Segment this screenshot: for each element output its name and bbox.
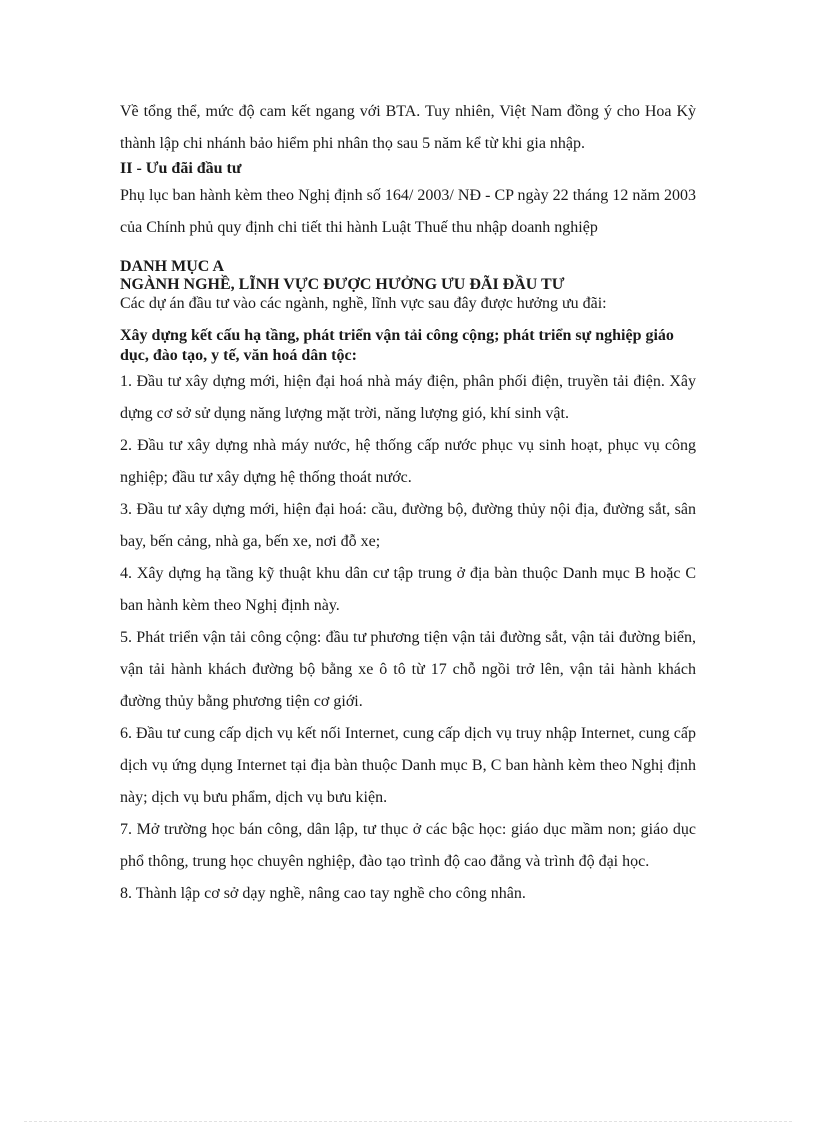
law-reference-paragraph: Phụ lục ban hành kèm theo Nghị định số 164/ 2003/ NĐ - CP ngày 22 tháng 12 năm 2003 của Chính phủ quy định chi tiết thi hành Luật Thuế thu nhập doanh nghiệp <box>120 187 696 236</box>
section-heading: II - Ưu đãi đầu tư <box>120 160 242 177</box>
list-item: 1. Đầu tư xây dựng mới, hiện đại hoá nhà máy điện, phân phối điện, truyền tải điện. Xây dựng cơ sở sử dụng năng lượng mặt trời, năng lượng gió, khí sinh vật. <box>120 373 696 422</box>
document-page <box>120 96 696 910</box>
group-heading: Xây dựng kết cấu hạ tầng, phát triển vận tải công cộng; phát triển sự nghiệp giáo dục, đào tạo, y tế, văn hoá dân tộc: <box>120 327 674 364</box>
list-item: 5. Phát triển vận tải công cộng: đầu tư phương tiện vận tải đường sắt, vận tải đường biển, vận tải hành khách đường bộ bằng xe ô tô từ 17 chỗ ngồi trở lên, vận tải hành khách đường thủy bằng phương tiện cơ giới. <box>120 629 696 710</box>
category-subtitle: NGÀNH NGHỀ, LĨNH VỰC ĐƯỢC HƯỞNG ƯU ĐÃI ĐẦU TƯ <box>120 276 565 293</box>
list-item: 6. Đầu tư cung cấp dịch vụ kết nối Internet, cung cấp dịch vụ truy nhập Internet, cung cấp dịch vụ ứng dụng Internet tại địa bàn thuộc Danh mục B, C ban hành kèm theo Nghị định này; dịch vụ bưu phẩm, dịch vụ bưu kiện. <box>120 725 696 806</box>
item-list <box>120 366 696 910</box>
intro-paragraph: Về tổng thể, mức độ cam kết ngang với BTA. Tuy nhiên, Việt Nam đồng ý cho Hoa Kỳ thành lập chi nhánh bảo hiểm phi nhân thọ sau 5 năm kể từ khi gia nhập. <box>120 103 696 152</box>
list-item: 3. Đầu tư xây dựng mới, hiện đại hoá: cầu, đường bộ, đường thủy nội địa, đường sắt, sân bay, bến cảng, nhà ga, bến xe, nơi đỗ xe; <box>120 501 696 550</box>
list-item: 8. Thành lập cơ sở dạy nghề, nâng cao tay nghề cho công nhân. <box>120 885 526 902</box>
list-item: 2. Đầu tư xây dựng nhà máy nước, hệ thống cấp nước phục vụ sinh hoạt, phục vụ công nghiệp; đầu tư xây dựng hệ thống thoát nước. <box>120 437 696 486</box>
page-bottom-rule <box>24 1121 792 1122</box>
category-title: DANH MỤC A <box>120 258 224 275</box>
list-item: 7. Mở trường học bán công, dân lập, tư thục ở các bậc học: giáo dục mầm non; giáo dục phổ thông, trung học chuyên nghiệp, đào tạo trình độ cao đẳng và trình độ đại học. <box>120 821 696 870</box>
category-intro: Các dự án đầu tư vào các ngành, nghề, lĩnh vực sau đây được hưởng ưu đãi: <box>120 295 607 312</box>
list-item: 4. Xây dựng hạ tầng kỹ thuật khu dân cư tập trung ở địa bàn thuộc Danh mục B hoặc C ban hành kèm theo Nghị định này. <box>120 565 696 614</box>
